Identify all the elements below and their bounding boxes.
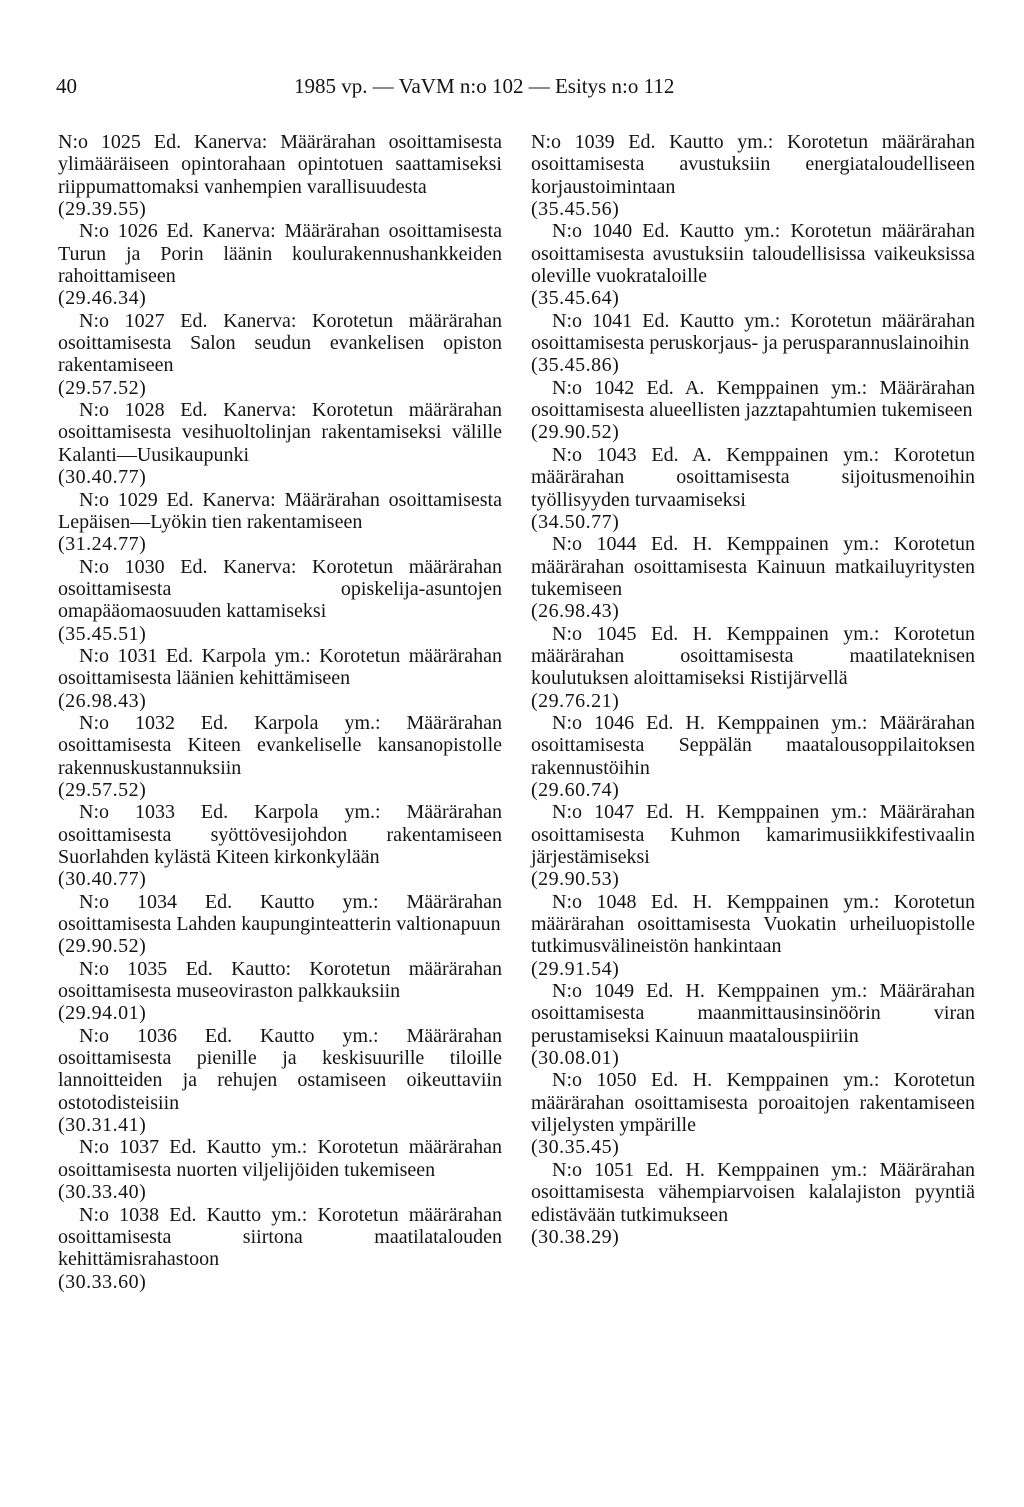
- motion-text: N:o 1040 Ed. Kautto ym.: Korotetun määrärahan osoittamisesta avustuksiin taloudellisissa vaikeuksissa oleville vuokrataloille: [531, 220, 975, 288]
- motion-entry: [58, 556, 502, 645]
- motion-entry: [58, 801, 502, 890]
- motion-entry: [58, 220, 502, 309]
- motion-entry: [531, 891, 975, 980]
- motion-entry: [531, 444, 975, 533]
- motion-text: N:o 1032 Ed. Karpola ym.: Määrärahan osoittamisesta Kiteen evankeliselle kansanopistolle rakennuskustannuksiin: [58, 711, 502, 779]
- motion-entry: [58, 1204, 502, 1293]
- motion-text: N:o 1044 Ed. H. Kemppainen ym.: Korotetun määrärahan osoittamisesta Kainuun matkailuyritysten tukemiseen: [531, 533, 975, 600]
- budget-reference: (35.45.56): [531, 198, 620, 221]
- page-number: 40: [56, 74, 77, 98]
- motion-text: N:o 1025 Ed. Kanerva: Määrärahan osoittamisesta ylimääräiseen opintorahaan opintotuen saattamiseksi riippumattomaksi vanhempien varallisuudesta: [58, 131, 502, 198]
- budget-reference: (29.57.52): [58, 778, 147, 801]
- motion-entry: [531, 533, 975, 622]
- motion-entry: [58, 1136, 502, 1203]
- budget-reference: (29.57.52): [58, 376, 147, 399]
- budget-reference: (35.45.86): [531, 354, 620, 377]
- budget-reference: (30.31.41): [58, 1114, 147, 1137]
- motion-entry: [531, 623, 975, 712]
- motion-text: N:o 1048 Ed. H. Kemppainen ym.: Korotetun määrärahan osoittamisesta Vuokatin urheiluopistolle tutkimusvälineistön hankintaan: [531, 890, 975, 958]
- motion-entry: [58, 891, 502, 958]
- budget-reference: (29.90.52): [531, 421, 620, 444]
- motion-entry: [531, 712, 975, 801]
- right-column: [531, 131, 975, 1248]
- motion-entry: [58, 645, 502, 712]
- motion-entry: [531, 377, 975, 444]
- budget-reference: (30.38.29): [531, 1225, 620, 1248]
- budget-reference: (29.60.74): [531, 778, 620, 801]
- budget-reference: (30.40.77): [58, 466, 147, 489]
- motion-text: N:o 1039 Ed. Kautto ym.: Korotetun määrärahan osoittamisesta avustuksiin energiataloudelliseen korjaustoimintaan: [531, 131, 975, 198]
- motion-text: N:o 1031 Ed. Karpola ym.: Korotetun määrärahan osoittamisesta läänien kehittämiseen: [58, 644, 502, 690]
- motion-entry: [531, 1159, 975, 1248]
- budget-reference: (31.24.77): [58, 533, 147, 556]
- motion-text: N:o 1041 Ed. Kautto ym.: Korotetun määrärahan osoittamisesta peruskorjaus- ja perusparannuslainoihin: [531, 309, 975, 355]
- motion-text: N:o 1042 Ed. A. Kemppainen ym.: Määrärahan osoittamisesta alueellisten jazztapahtumien tukemiseen: [531, 376, 975, 422]
- motion-text: N:o 1036 Ed. Kautto ym.: Määrärahan osoittamisesta pienille ja keskisuurille tiloille lannoitteiden ja rehujen ostamiseen oikeuttaviin ostotodisteisiin: [58, 1024, 502, 1114]
- motion-entry: [58, 712, 502, 801]
- motion-text: N:o 1028 Ed. Kanerva: Korotetun määrärahan osoittamisesta vesihuoltolinjan rakentamiseksi välille Kalanti—Uusikaupunki: [58, 399, 502, 466]
- budget-reference: (29.46.34): [58, 287, 147, 310]
- motion-text: N:o 1047 Ed. H. Kemppainen ym.: Määrärahan osoittamisesta Kuhmon kamarimusiikkifestivaalin järjestämiseksi: [531, 801, 975, 868]
- motion-text: N:o 1029 Ed. Kanerva: Määrärahan osoittamisesta Lepäisen—Lyökin tien rakentamiseen: [58, 488, 502, 533]
- budget-reference: (29.90.52): [58, 935, 147, 958]
- motion-entry: [531, 310, 975, 377]
- budget-reference: (26.98.43): [58, 689, 147, 712]
- motion-entry: [58, 958, 502, 1025]
- budget-reference: (35.45.51): [58, 622, 147, 645]
- running-head: 1985 vp. — VaVM n:o 102 — Esitys n:o 112: [294, 74, 675, 98]
- budget-reference: (26.98.43): [531, 600, 620, 623]
- motion-text: N:o 1027 Ed. Kanerva: Korotetun määrärahan osoittamisesta Salon seudun evankelisen opiston rakentamiseen: [58, 309, 502, 377]
- left-column: [58, 131, 502, 1293]
- motion-text: N:o 1038 Ed. Kautto ym.: Korotetun määrärahan osoittamisesta siirtona maatilatalouden kehittämisrahastoon: [58, 1203, 502, 1271]
- motion-text: N:o 1050 Ed. H. Kemppainen ym.: Korotetun määrärahan osoittamisesta poroaitojen rakentamiseen viljelysten ympärille: [531, 1069, 975, 1137]
- motion-entry: [58, 310, 502, 399]
- motion-entry: [531, 980, 975, 1069]
- motion-text: N:o 1026 Ed. Kanerva: Määrärahan osoittamisesta Turun ja Porin läänin koulurakennushankkeiden rahoittamiseen: [58, 220, 502, 288]
- budget-reference: (29.91.54): [531, 957, 620, 980]
- budget-reference: (30.08.01): [531, 1047, 620, 1070]
- motion-entry: [531, 1069, 975, 1158]
- motion-text: N:o 1043 Ed. A. Kemppainen ym.: Korotetun määrärahan osoittamisesta sijoitusmenoihin työllisyyden turvaamiseksi: [531, 443, 975, 511]
- budget-reference: (29.39.55): [58, 198, 147, 221]
- motion-entry: [531, 801, 975, 890]
- motion-entry: [58, 399, 502, 488]
- motion-text: N:o 1037 Ed. Kautto ym.: Korotetun määrärahan osoittamisesta nuorten viljelijöiden tukemiseen: [58, 1136, 502, 1181]
- motion-text: N:o 1035 Ed. Kautto: Korotetun määrärahan osoittamisesta museoviraston palkkauksiin: [58, 957, 502, 1003]
- motion-entry: [531, 131, 975, 220]
- motion-entry: [58, 131, 502, 220]
- motion-text: N:o 1045 Ed. H. Kemppainen ym.: Korotetun määrärahan osoittamisesta maatilateknisen koulutuksen aloittamiseksi Ristijärvellä: [531, 622, 975, 690]
- budget-reference: (29.94.01): [58, 1002, 147, 1025]
- motion-text: N:o 1033 Ed. Karpola ym.: Määrärahan osoittamisesta syöttövesijohdon rakentamiseen Suorlahden kylästä Kiteen kirkonkylään: [58, 801, 502, 868]
- budget-reference: (35.45.64): [531, 287, 620, 310]
- motion-entry: [58, 489, 502, 556]
- motion-text: N:o 1046 Ed. H. Kemppainen ym.: Määrärahan osoittamisesta Seppälän maatalousoppilaitoksen rakennustöihin: [531, 711, 975, 779]
- budget-reference: (30.35.45): [531, 1136, 620, 1159]
- budget-reference: (30.33.40): [58, 1181, 147, 1204]
- budget-reference: (30.40.77): [58, 868, 147, 891]
- motion-text: N:o 1051 Ed. H. Kemppainen ym.: Määrärahan osoittamisesta vähempiarvoisen kalalajiston pyyntiä edistävään tutkimukseen: [531, 1158, 975, 1226]
- motion-entry: [58, 1025, 502, 1137]
- budget-reference: (29.76.21): [531, 689, 620, 712]
- motion-text: N:o 1030 Ed. Kanerva: Korotetun määrärahan osoittamisesta opiskelija-asuntojen omapääomaosuuden kattamiseksi: [58, 555, 502, 623]
- motion-text: N:o 1049 Ed. H. Kemppainen ym.: Määrärahan osoittamisesta maanmittausinsinöörin viran perustamiseksi Kainuun maatalouspiiriin: [531, 980, 975, 1047]
- motion-entry: [531, 220, 975, 309]
- budget-reference: (34.50.77): [531, 510, 620, 533]
- budget-reference: (29.90.53): [531, 868, 620, 891]
- budget-reference: (30.33.60): [58, 1270, 147, 1293]
- motion-text: N:o 1034 Ed. Kautto ym.: Määrärahan osoittamisesta Lahden kaupunginteatterin valtionapuun: [58, 890, 502, 936]
